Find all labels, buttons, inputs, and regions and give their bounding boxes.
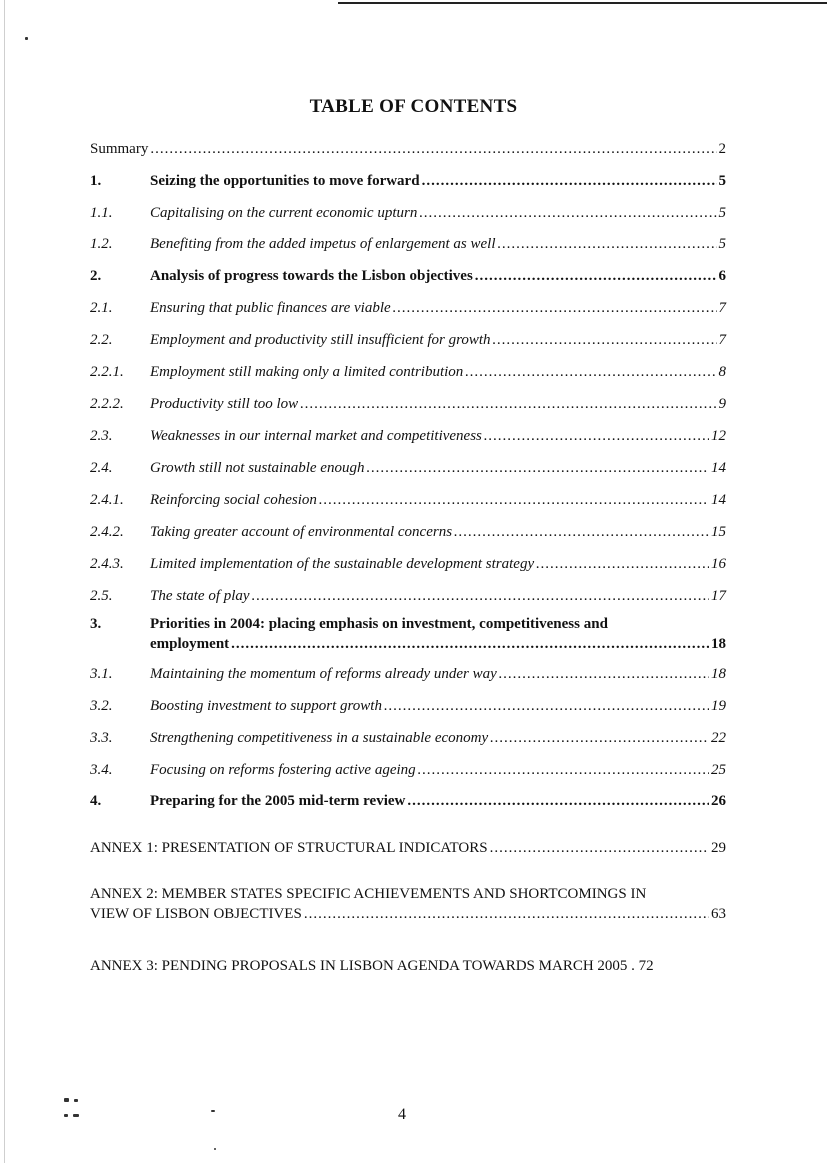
toc-entry-page: 17 xyxy=(711,588,726,604)
toc-entry-2-5[interactable] xyxy=(90,587,726,605)
toc-entry-summary[interactable] xyxy=(90,140,726,158)
toc-entry-number: 1. xyxy=(90,173,102,189)
toc-annex-2[interactable] xyxy=(90,884,726,924)
toc-entry-text: Strengthening competitiveness in a sustainable economy xyxy=(150,730,489,746)
dot-leader xyxy=(484,427,709,445)
toc-entry-number: 2.2.1. xyxy=(90,364,124,380)
dot-leader xyxy=(499,665,709,683)
toc-entry-text: Seizing the opportunities to move forward xyxy=(150,173,420,189)
toc-entry-number: 2.4.2. xyxy=(90,524,124,540)
toc-entry-number: 2.5. xyxy=(90,588,113,604)
toc-entry-number: 1.2. xyxy=(90,236,113,252)
toc-entry-text-line-1: Priorities in 2004: placing emphasis on investment, competitiveness and xyxy=(150,616,608,632)
dot-leader xyxy=(493,331,717,349)
toc-entry-text: The state of play xyxy=(150,588,250,604)
toc-entry-number: 2.4.1. xyxy=(90,492,124,508)
toc-entry-2-4[interactable] xyxy=(90,459,726,477)
toc-annex-3[interactable] xyxy=(90,956,726,976)
toc-entry-text: Summary xyxy=(90,141,149,157)
toc-entry-text: Weaknesses in our internal market and competitiveness xyxy=(150,428,482,444)
dot-leader xyxy=(407,792,709,810)
toc-entry-page: 6 xyxy=(718,268,726,284)
toc-entry-text: Analysis of progress towards the Lisbon objectives xyxy=(150,268,473,284)
toc-entry-1-2[interactable] xyxy=(90,235,726,253)
dot-leader xyxy=(498,235,717,253)
toc-entry-page: 7 xyxy=(718,300,726,316)
toc-entry-page: 7 xyxy=(718,332,726,348)
dot-leader xyxy=(475,267,717,285)
dot-leader xyxy=(252,587,709,605)
toc-entry-2-4-3[interactable] xyxy=(90,555,726,573)
toc-entry-text: Employment still making only a limited contribution xyxy=(150,364,464,380)
scan-speck xyxy=(73,1114,79,1117)
toc-entry-page: 12 xyxy=(711,428,726,444)
dot-leader xyxy=(393,299,717,317)
toc-entry-2-1[interactable] xyxy=(90,299,726,317)
toc-entry-text: Preparing for the 2005 mid-term review xyxy=(150,793,406,809)
toc-entry-page: 26 xyxy=(711,793,726,809)
dot-leader xyxy=(419,204,716,222)
toc-entry-text: Taking greater account of environmental concerns xyxy=(150,524,453,540)
dot-leader xyxy=(490,838,709,858)
toc-entry-page: 25 xyxy=(711,762,726,778)
toc-entry-text: Reinforcing social cohesion xyxy=(150,492,317,508)
toc-entry-text: Limited implementation of the sustainable development strategy xyxy=(150,556,535,572)
toc-entry-2-2-2[interactable] xyxy=(90,395,726,413)
toc-annex-text: ANNEX 1: PRESENTATION OF STRUCTURAL INDICATORS xyxy=(90,840,488,856)
toc-entry-page: 14 xyxy=(711,492,726,508)
toc-entry-page: 14 xyxy=(711,460,726,476)
toc-entry-text: Capitalising on the current economic upturn xyxy=(150,205,418,221)
toc-entry-page: 2 xyxy=(718,141,726,157)
scan-speck xyxy=(25,37,28,40)
toc-entry-1[interactable] xyxy=(90,172,726,190)
toc-annex-page: 29 xyxy=(711,840,726,856)
dot-leader xyxy=(231,634,709,654)
toc-entry-text: Growth still not sustainable enough xyxy=(150,460,365,476)
toc-entry-number: 4. xyxy=(90,793,102,809)
toc-entry-number: 1.1. xyxy=(90,205,113,221)
toc-annex-text: ANNEX 3: PENDING PROPOSALS IN LISBON AGENDA TOWARDS MARCH 2005 . 72 xyxy=(90,958,654,974)
toc-entry-number: 3. xyxy=(90,616,102,632)
toc-entry-2-3[interactable] xyxy=(90,427,726,445)
dot-leader xyxy=(465,363,716,381)
toc-entry-number: 2. xyxy=(90,268,102,284)
toc-annex-1[interactable] xyxy=(90,838,726,858)
toc-entry-2-2[interactable] xyxy=(90,331,726,349)
toc-annex-page: 63 xyxy=(711,906,726,922)
toc-annex-text-line-2: VIEW OF LISBON OBJECTIVES xyxy=(90,906,302,922)
dot-leader xyxy=(150,140,716,158)
toc-entry-number: 2.2.2. xyxy=(90,396,124,412)
toc-entry-2-4-1[interactable] xyxy=(90,491,726,509)
toc-entry-number: 3.3. xyxy=(90,730,113,746)
toc-entry-number: 3.4. xyxy=(90,762,113,778)
toc-entry-page: 16 xyxy=(711,556,726,572)
scan-speck xyxy=(211,1110,215,1112)
toc-entry-text: Productivity still too low xyxy=(150,396,299,412)
toc-entry-page: 8 xyxy=(718,364,726,380)
toc-entry-text-line-2: employment xyxy=(150,636,230,652)
toc-entry-page: 18 xyxy=(711,666,726,682)
dot-leader xyxy=(490,729,709,747)
toc-entry-page: 5 xyxy=(718,236,726,252)
toc-entry-number: 3.1. xyxy=(90,666,113,682)
toc-entry-3-4[interactable] xyxy=(90,761,726,779)
dot-leader xyxy=(418,761,709,779)
toc-entry-2-2-1[interactable] xyxy=(90,363,726,381)
toc-entry-2-4-2[interactable] xyxy=(90,523,726,541)
toc-entry-page: 19 xyxy=(711,698,726,714)
toc-entry-3-3[interactable] xyxy=(90,729,726,747)
dot-leader xyxy=(384,697,709,715)
toc-entry-3-1[interactable] xyxy=(90,665,726,683)
toc-entry-page: 18 xyxy=(711,636,726,652)
scan-speck xyxy=(74,1099,78,1102)
dot-leader xyxy=(536,555,709,573)
toc-entry-1-1[interactable] xyxy=(90,204,726,222)
dot-leader xyxy=(422,172,717,190)
dot-leader xyxy=(319,491,709,509)
toc-entry-page: 5 xyxy=(718,205,726,221)
toc-entry-number: 2.3. xyxy=(90,428,113,444)
toc-entry-page: 5 xyxy=(718,173,726,189)
toc-entry-number: 2.4.3. xyxy=(90,556,124,572)
toc-entry-number: 2.4. xyxy=(90,460,113,476)
toc-entry-text: Ensuring that public finances are viable xyxy=(150,300,391,316)
toc-entry-text: Benefiting from the added impetus of enlargement as well xyxy=(150,236,496,252)
toc-entry-3[interactable] xyxy=(90,614,726,654)
dot-leader xyxy=(300,395,716,413)
toc-entry-number: 2.2. xyxy=(90,332,113,348)
toc-entry-text: Employment and productivity still insufficient for growth xyxy=(150,332,491,348)
toc-entry-text: Boosting investment to support growth xyxy=(150,698,382,714)
dot-leader xyxy=(304,904,709,924)
toc-entry-3-2[interactable] xyxy=(90,697,726,715)
dot-leader xyxy=(454,523,709,541)
scan-speck xyxy=(214,1148,216,1150)
toc-entry-text: Maintaining the momentum of reforms already under way xyxy=(150,666,497,682)
page-number: 4 xyxy=(398,1106,406,1123)
left-margin-rule xyxy=(4,0,5,1163)
top-rule xyxy=(338,2,827,4)
dot-leader xyxy=(366,459,709,477)
toc-entry-text: Focusing on reforms fostering active ageing xyxy=(150,762,416,778)
toc-entry-2[interactable] xyxy=(90,267,726,285)
scan-speck xyxy=(64,1098,69,1102)
toc-entry-4[interactable] xyxy=(90,792,726,810)
scan-speck xyxy=(64,1114,68,1117)
toc-entry-number: 2.1. xyxy=(90,300,113,316)
toc-entry-number: 3.2. xyxy=(90,698,113,714)
toc-annex-text-line-1: ANNEX 2: MEMBER STATES SPECIFIC ACHIEVEMENTS AND SHORTCOMINGS IN xyxy=(90,886,647,902)
toc-entry-page: 15 xyxy=(711,524,726,540)
toc-entry-page: 9 xyxy=(718,396,726,412)
page-title: TABLE OF CONTENTS xyxy=(309,96,518,117)
toc-entry-page: 22 xyxy=(711,730,726,746)
